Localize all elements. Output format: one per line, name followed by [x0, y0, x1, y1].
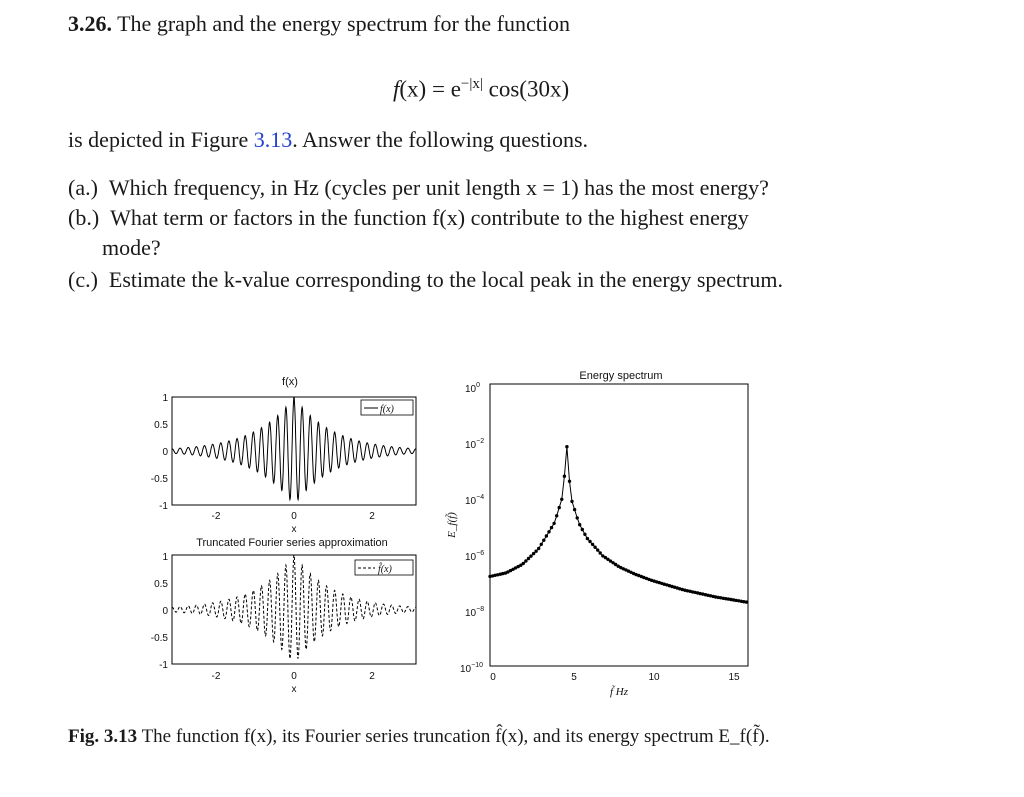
- energy-data-point: [583, 533, 586, 536]
- question-label: (a.): [68, 175, 98, 200]
- plot-fhat-legend-label: f̂(x): [378, 564, 392, 575]
- question-label: (b.): [68, 205, 100, 230]
- energy-data-point: [558, 506, 561, 509]
- energy-data-point: [599, 551, 602, 554]
- plot-fx-legend-label: f(x): [380, 404, 394, 415]
- xtick-label: 0: [291, 671, 297, 682]
- energy-data-point: [581, 528, 584, 531]
- line2-post: . Answer the following questions.: [292, 127, 589, 152]
- energy-data-point: [586, 537, 589, 540]
- plot-energy-title: Energy spectrum: [579, 370, 663, 382]
- energy-data-point: [565, 445, 568, 448]
- energy-data-point: [534, 550, 537, 553]
- eq-arg: (x): [399, 76, 427, 102]
- xtick-label: 2: [369, 511, 375, 522]
- energy-data-point: [593, 546, 596, 549]
- ytick-label: $10^{-2}$: [465, 438, 485, 451]
- energy-data-point: [563, 475, 566, 478]
- energy-data-point: [568, 480, 571, 483]
- energy-data-point: [524, 559, 527, 562]
- plot-energy-xlabel: f̃ Hz: [609, 686, 629, 698]
- ytick-label: $10^{-8}$: [465, 606, 485, 619]
- line2-pre: is depicted in Figure: [68, 127, 254, 152]
- energy-data-point: [745, 600, 748, 603]
- plot-fx-title: f(x): [282, 376, 298, 388]
- xtick-label: 10: [648, 672, 660, 683]
- ytick-label: -0.5: [150, 474, 168, 485]
- xtick-label: -2: [211, 511, 221, 522]
- ytick-label: $10^{-4}$: [465, 494, 485, 507]
- caption-text: The function f(x), its Fourier series truncation f̂(x), and its energy spectrum E_f(f̃).: [141, 726, 770, 747]
- energy-data-point: [532, 552, 535, 555]
- ytick-label: 0: [162, 447, 168, 458]
- xtick-label: -2: [211, 671, 221, 682]
- energy-data-point: [555, 514, 558, 517]
- plot-energy-frame: [490, 384, 748, 666]
- energy-markers: [488, 445, 748, 604]
- ytick-label: -0.5: [150, 633, 168, 644]
- energy-data-point: [522, 562, 525, 565]
- question-text: What term or factors in the function f(x) contribute to the highest energy: [110, 205, 749, 230]
- plot-fhat-xlabel: x: [291, 684, 297, 695]
- plot-energy-ylabel: E_f(f̃): [446, 512, 458, 538]
- eq-equals: = e: [426, 76, 461, 102]
- energy-data-point: [529, 554, 532, 557]
- energy-data-point: [545, 534, 548, 537]
- plot-fx-xlabel: x: [291, 524, 297, 535]
- ytick-label: 0.5: [154, 579, 168, 590]
- energy-data-point: [547, 530, 550, 533]
- question-text-continued: mode?: [102, 235, 161, 260]
- xtick-label: 0: [291, 511, 297, 522]
- plot-fhat-title: Truncated Fourier series approximation: [196, 537, 388, 549]
- caption-label: Fig. 3.13: [68, 726, 138, 747]
- energy-data-point: [588, 540, 591, 543]
- energy-data-point: [578, 523, 581, 526]
- eq-rhs: cos(30x): [482, 76, 570, 102]
- xtick-label: 5: [571, 672, 577, 683]
- energy-data-point: [537, 547, 540, 550]
- question-text: Which frequency, in Hz (cycles per unit length x = 1) has the most energy?: [108, 175, 769, 200]
- question-label: (c.): [68, 267, 98, 292]
- plot-fx: [151, 376, 416, 535]
- eq-exponent: −|x|: [460, 76, 483, 92]
- figure-ref-link[interactable]: 3.13: [253, 127, 293, 152]
- xtick-label: 0: [490, 672, 496, 683]
- energy-data-point: [550, 526, 553, 529]
- energy-data-point: [591, 543, 594, 546]
- energy-data-point: [542, 539, 545, 542]
- ytick-label: 1: [162, 393, 168, 404]
- energy-data-point: [576, 516, 579, 519]
- energy-data-point: [552, 522, 555, 525]
- xtick-label: 2: [369, 671, 375, 682]
- ytick-label: $10^{-6}$: [465, 550, 485, 563]
- ytick-label: 1: [162, 552, 168, 563]
- ytick-label: -1: [159, 660, 168, 671]
- plot-energy-spectrum: [445, 370, 748, 698]
- energy-data-point: [570, 500, 573, 503]
- eq-f: f: [393, 76, 400, 102]
- energy-data-point: [540, 543, 543, 546]
- ytick-label: 0.5: [154, 420, 168, 431]
- plot-fhat: [151, 537, 416, 695]
- ytick-label: -1: [159, 501, 168, 512]
- xtick-label: 15: [728, 672, 740, 683]
- energy-series-line: [490, 447, 746, 602]
- problem-number: 3.26.: [68, 11, 112, 36]
- figure-caption: [68, 724, 770, 750]
- energy-data-point: [573, 508, 576, 511]
- energy-data-point: [527, 557, 530, 560]
- problem-intro: The graph and the energy spectrum for the function: [117, 11, 570, 36]
- ytick-label: $10^{-10}$: [460, 662, 483, 675]
- ytick-label: 0: [162, 606, 168, 617]
- ytick-label: $10^0$: [465, 382, 481, 395]
- energy-data-point: [560, 498, 563, 501]
- energy-data-point: [596, 548, 599, 551]
- question-text: Estimate the k-value corresponding to the local peak in the energy spectrum.: [108, 267, 783, 292]
